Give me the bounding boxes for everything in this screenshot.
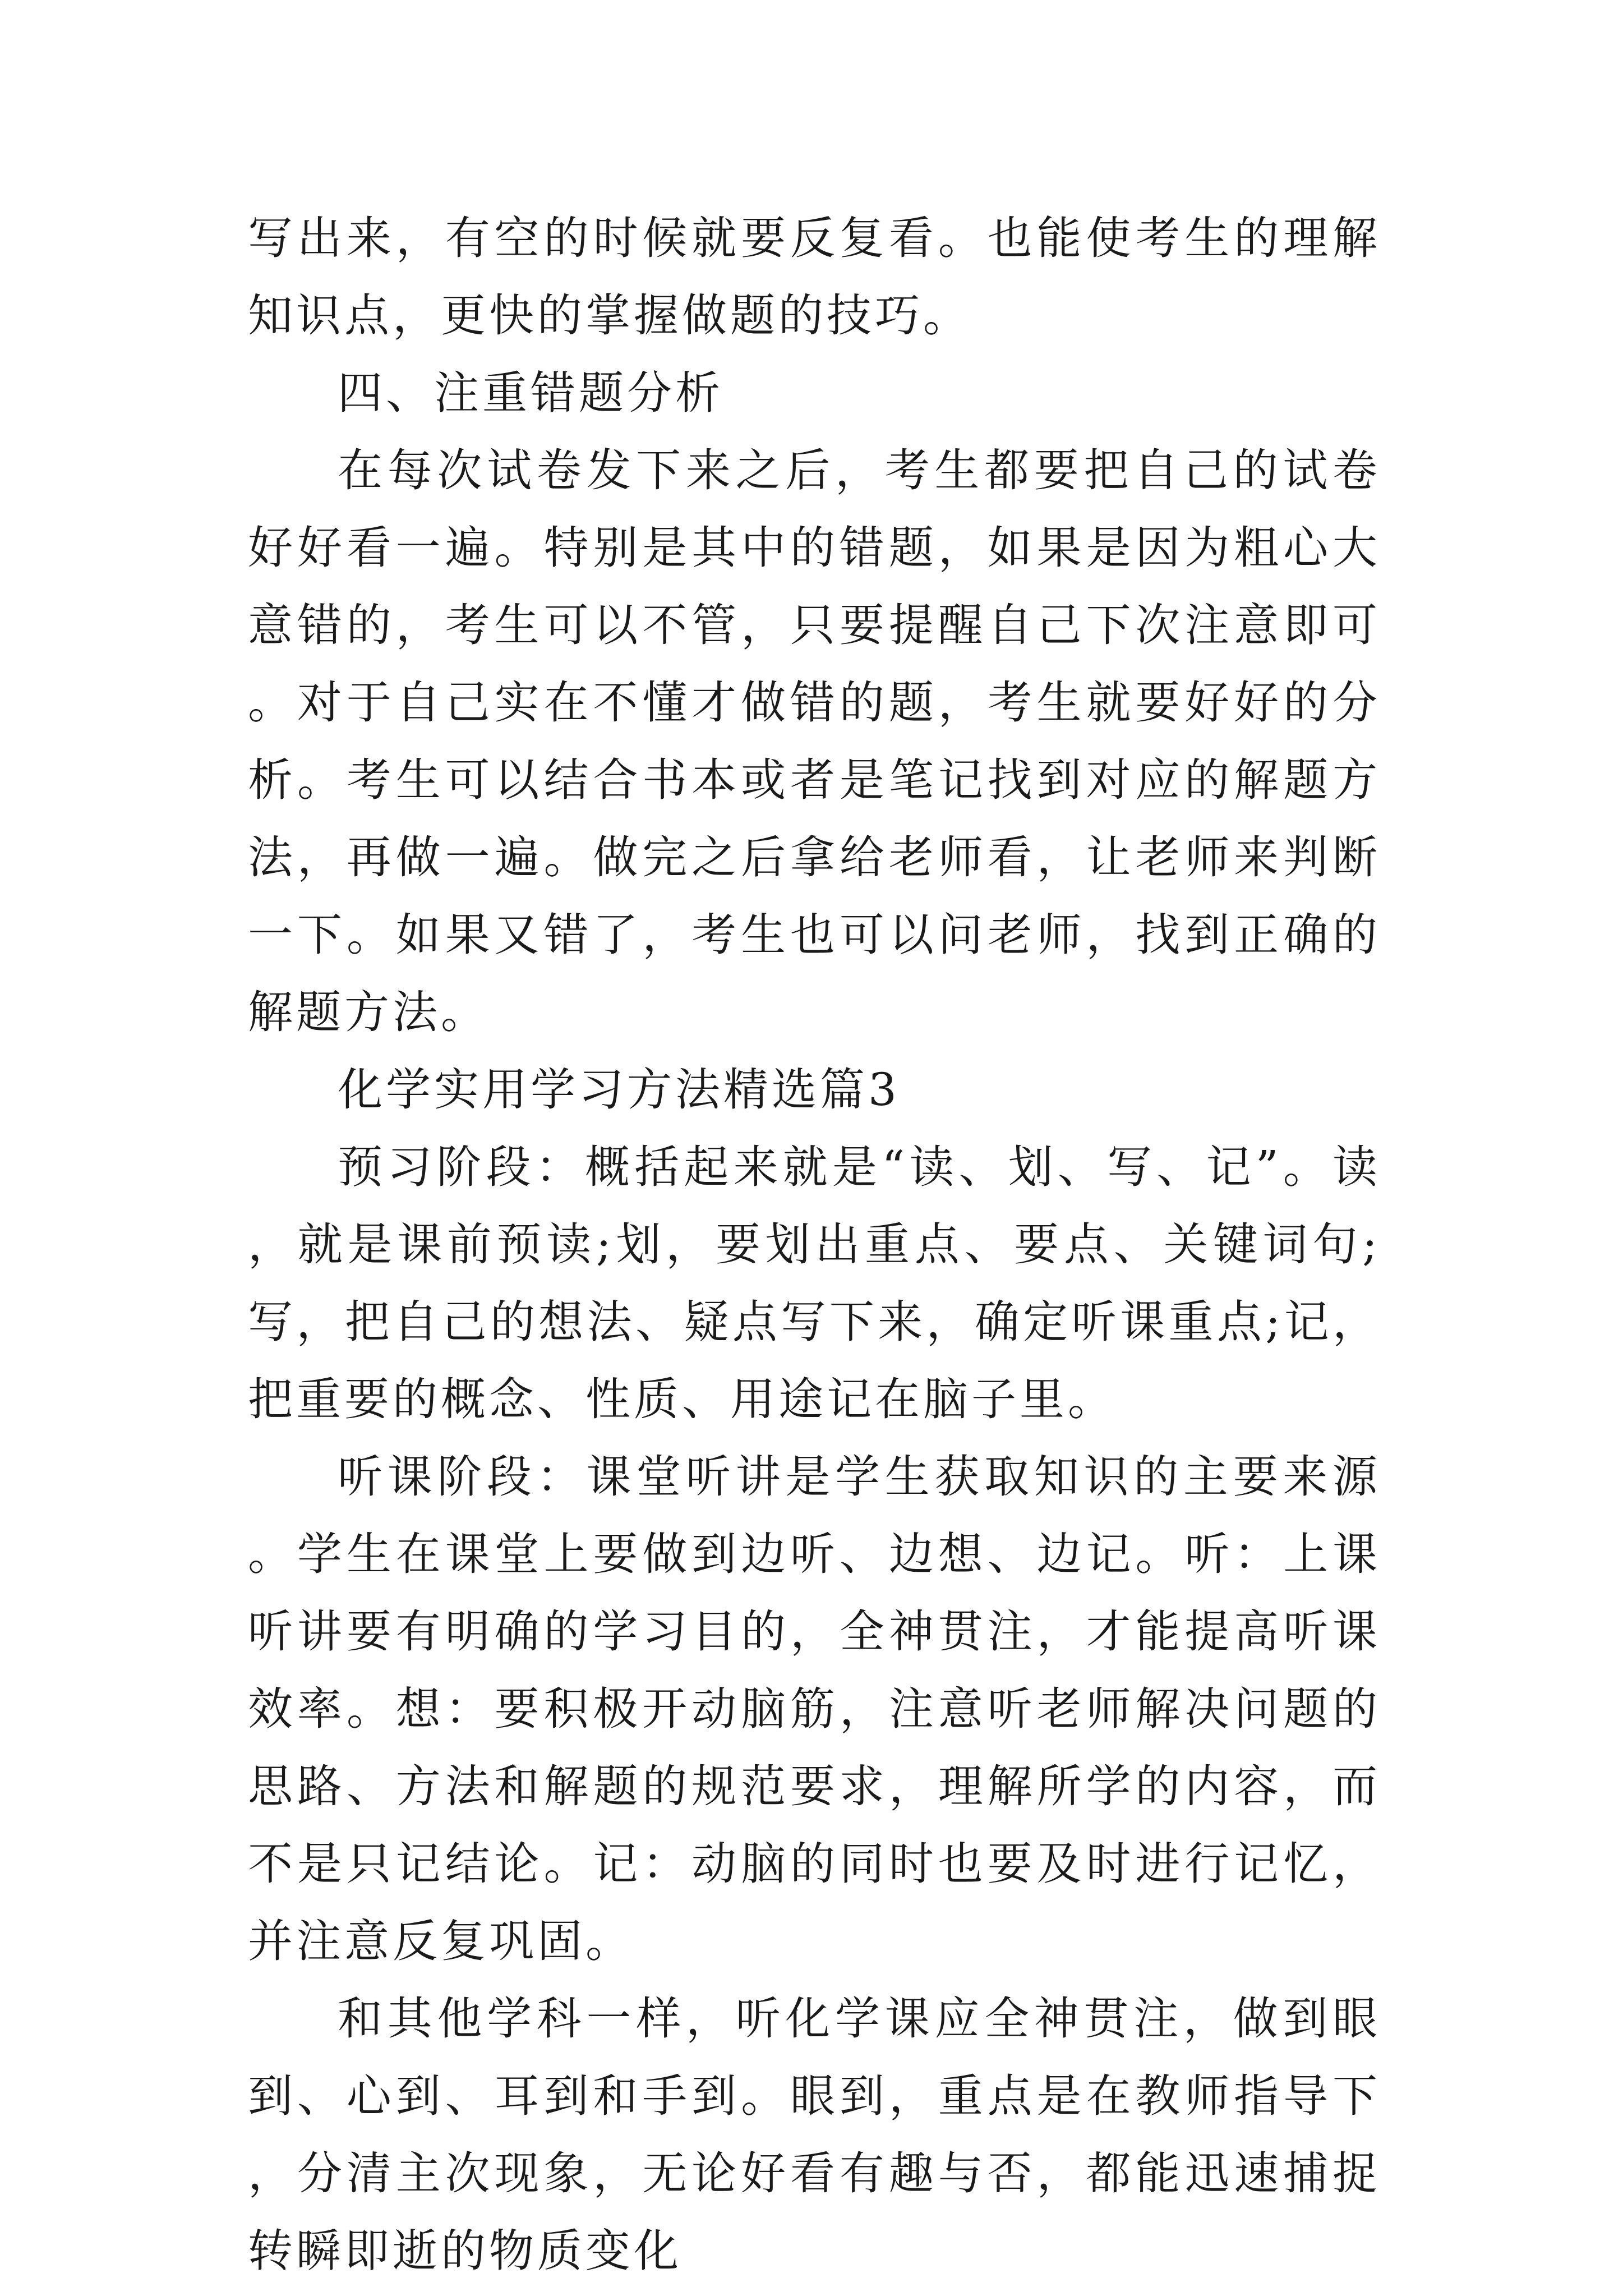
- section-heading: 四、注重错题分析: [338, 367, 723, 419]
- paragraph-chemistry-class: 和其他学科一样，听化学课应全神贯注，做到眼到、心到、耳到和手到。眼到，重点是在教师指导下，分清主次现象，无论好看有趣与否，都能迅速捕捉转瞬即逝的物质变化: [248, 1993, 1381, 2277]
- document-body: [248, 200, 1381, 2290]
- paragraph-error-analysis: 在每次试卷发下来之后，考生都要把自己的试卷好好看一遍。特别是其中的错题，如果是因为粗心大意错的，考生可以不管，只要提醒自己下次注意即可。对于自己实在不懂才做错的题，考生就要好好的分析。考生可以结合书本或者是笔记找到对应的解题方法，再做一遍。做完之后拿给老师看，让老师来判断一下。如果又错了，考生也可以问老师，找到正确的解题方法。: [248, 444, 1381, 1038]
- paragraph-continuation: 写出来，有空的时候就要反复看。也能使考生的理解知识点，更快的掌握做题的技巧。: [248, 212, 1381, 342]
- article-title: 化学实用学习方法精选篇3: [338, 1064, 900, 1116]
- paragraph-preview-stage: 预习阶段：概括起来就是“读、划、写、记”。读，就是课前预读;划，要划出重点、要点、关键词句;写，把自己的想法、疑点写下来，确定听课重点;记，把重要的概念、性质、用途记在脑子里。: [248, 1141, 1381, 1425]
- paragraph-lecture-stage: 听课阶段：课堂听讲是学生获取知识的主要来源。学生在课堂上要做到边听、边想、边记。听：上课听讲要有明确的学习目的，全神贯注，才能提高听课效率。想：要积极开动脑筋，注意听老师解决问题的思路、方法和解题的规范要求，理解所学的内容，而不是只记结论。记：动脑的同时也要及时进行记忆，并注意反复巩固。: [248, 1451, 1381, 1967]
